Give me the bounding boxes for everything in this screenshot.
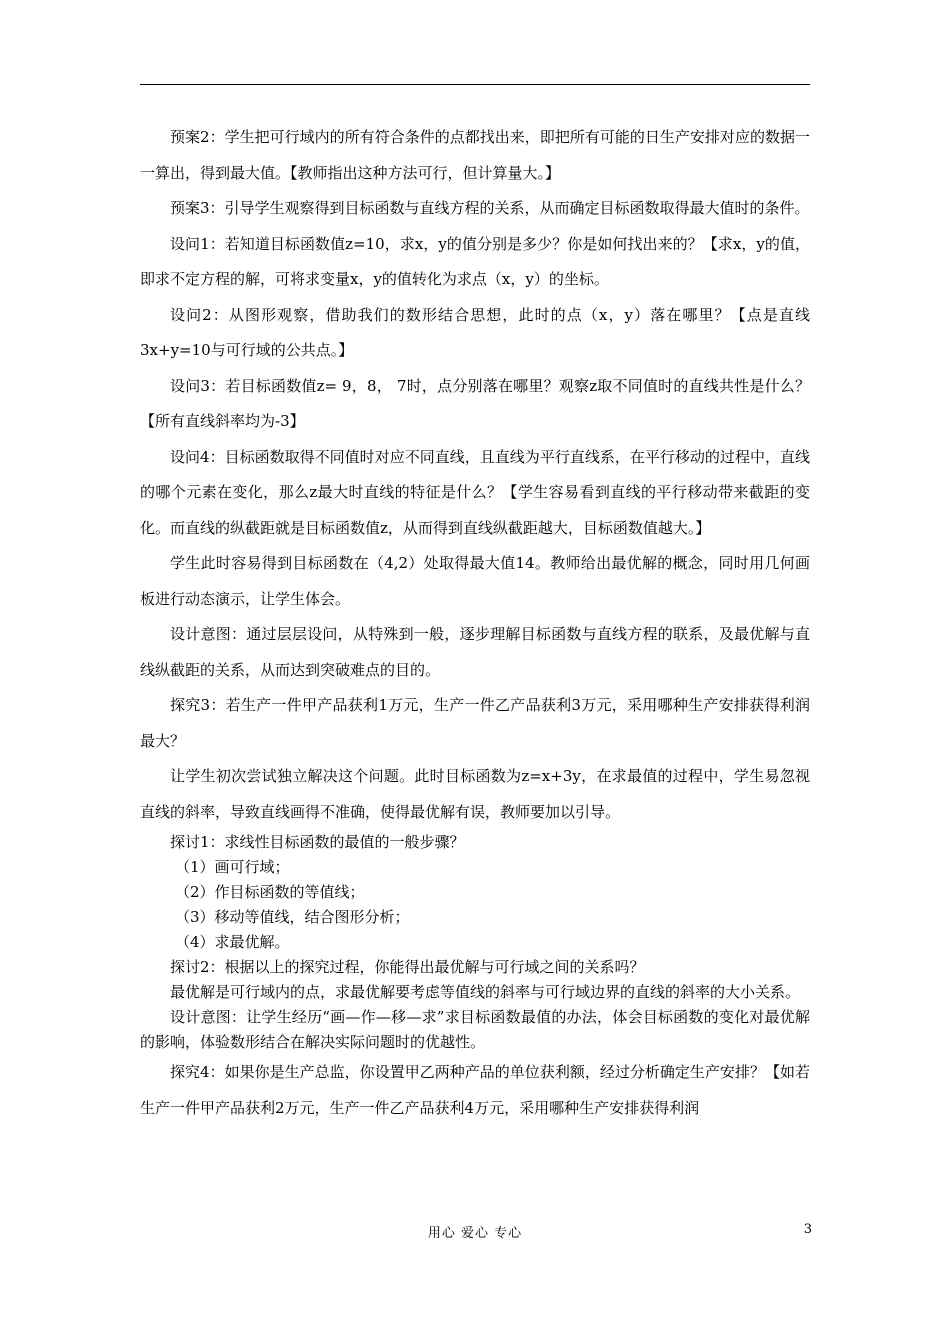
paragraph-explore-4: 探究4：如果你是生产总监，你设置甲乙两种产品的单位获利额，经过分析确定生产安排？【如若生产一件甲产品获利2万元，生产一件乙产品获利4万元，采用哪种生产安排获得利润 xyxy=(140,1063,810,1117)
paragraph-student-attempt: 让学生初次尝试独立解决这个问题。此时目标函数为z=x+3y，在求最值的过程中，学生易忽视直线的斜率，导致直线画得不准确，使得最优解有误，教师要加以引导。 xyxy=(140,767,810,821)
page-footer xyxy=(0,1222,950,1242)
paragraph-design-intent-1: 设计意图：通过层层设问，从特殊到一般，逐步理解目标函数与直线方程的联系，及最优解与直线纵截距的关系，从而达到突破难点的目的。 xyxy=(140,625,810,679)
list-item-step-2: （2）作目标函数的等值线； xyxy=(175,883,365,901)
list-item-step-3: （3）移动等值线，结合图形分析； xyxy=(175,908,410,926)
paragraph-explore-3: 探究3：若生产一件甲产品获利1万元，生产一件乙产品获利3万元，采用哪种生产安排获得利润最大？ xyxy=(140,696,810,750)
paragraph-discussion-1: 探讨1：求线性目标函数的最值的一般步骤？ xyxy=(170,833,465,851)
paragraph-plan-2: 预案2：学生把可行域内的所有符合条件的点都找出来，即把所有可能的日生产安排对应的数据一一算出，得到最大值。【教师指出这种方法可行，但计算量大。】 xyxy=(140,128,810,182)
page-number: 3 xyxy=(803,1222,812,1237)
paragraph-question-3: 设问3：若目标函数值z= 9，8， 7时，点分别落在哪里？观察z取不同值时的直线共性是什么？【所有直线斜率均为-3】 xyxy=(140,376,810,430)
paragraph-discussion-2: 探讨2：根据以上的探究过程，你能得出最优解与可行域之间的关系吗？ xyxy=(170,958,645,976)
header-rule xyxy=(140,84,810,85)
footer-text: 用心 爱心 专心 xyxy=(427,1226,523,1241)
paragraph-max-value: 学生此时容易得到目标函数在（4,2）处取得最大值14。教师给出最优解的概念，同时用几何画板进行动态演示，让学生体会。 xyxy=(140,554,810,608)
paragraph-plan-3: 预案3：引导学生观察得到目标函数与直线方程的关系，从而确定目标函数取得最大值时的条件。 xyxy=(170,199,810,217)
page-body xyxy=(140,120,810,1126)
list-item-step-4: （4）求最优解。 xyxy=(175,933,290,951)
paragraph-optimal-solution: 最优解是可行域内的点，求最优解要考虑等值线的斜率与可行域边界的直线的斜率的大小关系。 xyxy=(170,983,801,1001)
list-item-step-1: （1）画可行域； xyxy=(175,858,290,876)
paragraph-question-2: 设问2：从图形观察，借助我们的数形结合思想，此时的点（x，y）落在哪里？【点是直线3x+y=10与可行域的公共点。】 xyxy=(140,305,810,359)
paragraph-design-intent-2: 设计意图：让学生经历“画—作—移—求”求目标函数最值的办法，体会目标函数的变化对最优解的影响，体验数形结合在解决实际问题时的优越性。 xyxy=(140,1008,810,1051)
paragraph-question-4: 设问4：目标函数取得不同值时对应不同直线，且直线为平行直线系，在平行移动的过程中，直线的哪个元素在变化，那么z最大时直线的特征是什么？【学生容易看到直线的平行移动带来截距的变化。而直线的纵截距就是目标函数值z，从而得到直线纵截距越大，目标函数值越大。】 xyxy=(140,447,810,537)
paragraph-question-1: 设问1：若知道目标函数值z=10，求x，y的值分别是多少？你是如何找出来的？【求x，y的值，即求不定方程的解，可将求变量x，y的值转化为求点（x，y）的坐标。 xyxy=(140,234,810,288)
